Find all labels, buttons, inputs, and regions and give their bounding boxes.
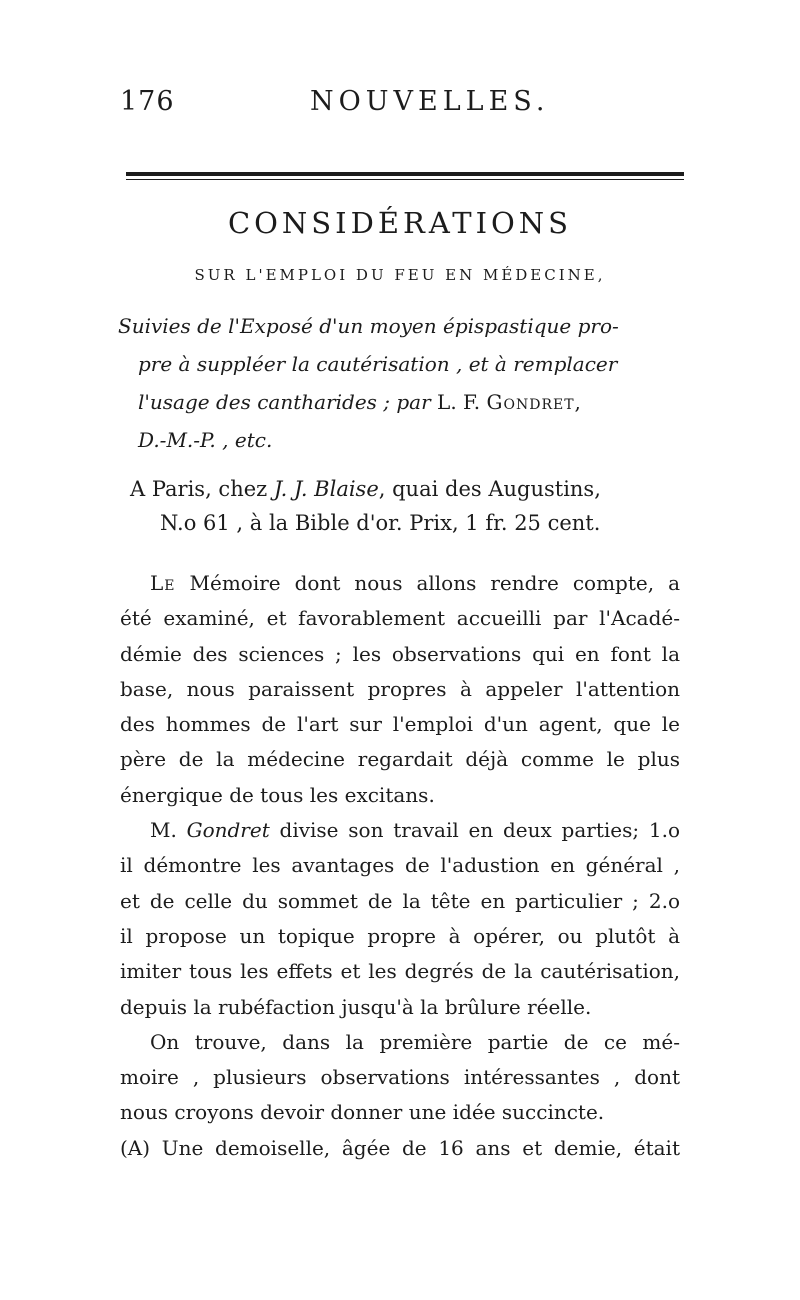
running-head [120, 86, 680, 130]
body-line: démie des sciences ; les observations qui en font la [120, 641, 680, 666]
author-initials: L. F. [437, 390, 487, 414]
header-rule-thick [126, 172, 684, 176]
page-number: 176 [120, 86, 175, 117]
body-line: et de celle du sommet de la tête en particulier ; 2.o [120, 888, 680, 913]
publisher-address: , quai des Augustins, [378, 477, 601, 501]
author-name-italic: Gondret [186, 818, 270, 843]
description-line: pre à suppléer la cautérisation , et à remplacer [138, 352, 618, 376]
publisher-text: A Paris, chez [130, 477, 274, 501]
body-line: il propose un topique propre à opérer, ou plutôt à [120, 923, 680, 948]
body-line: énergique de tous les excitans. [120, 782, 435, 807]
body-text [120, 566, 680, 1166]
body-line: moire , plusieurs observations intéressantes , dont [120, 1065, 680, 1090]
publisher-name: J. J. Blaise [273, 477, 379, 501]
article-title: CONSIDÉRATIONS [227, 206, 573, 240]
body-text-span: M. [150, 818, 187, 843]
body-line [120, 813, 680, 848]
description-text: l'usage des cantharides ; par [138, 390, 438, 414]
body-line: base, nous paraissent propres à appeler l'attention [120, 676, 680, 701]
header-rule-thin [126, 179, 684, 180]
opening-word: Le [150, 571, 176, 595]
body-line: été examiné, et favorablement accueilli par l'Acadé- [120, 606, 680, 631]
publisher-info [130, 472, 680, 540]
article-subtitle: SUR L'EMPLOI DU FEU EN MÉDECINE, [194, 266, 606, 284]
description-line [118, 383, 678, 421]
body-line: des hommes de l'art sur l'emploi d'un agent, que le [120, 712, 680, 737]
body-line: depuis la rubéfaction jusqu'à la brûlure réelle. [120, 994, 592, 1019]
body-line: imiter tous les effets et les degrés de la cautérisation, [120, 959, 680, 984]
body-line: père de la médecine regardait déjà comme le plus [120, 747, 680, 772]
body-line: nous croyons devoir donner une idée succincte. [120, 1100, 605, 1125]
body-line: On trouve, dans la première partie de ce mé- [150, 1029, 680, 1054]
body-line: (A) Une demoiselle, âgée de 16 ans et demie, était [120, 1135, 680, 1160]
running-title: NOUVELLES. [310, 86, 550, 117]
author-name: Gondret [486, 390, 575, 414]
description-line: Suivies de l'Exposé d'un moyen épispastique pro- [118, 314, 619, 338]
publisher-line [130, 472, 680, 506]
description-comma: , [574, 390, 581, 414]
body-text-span: Mémoire dont nous allons rendre compte, a [175, 571, 680, 595]
article-description [118, 307, 678, 459]
body-text-span: divise son travail en deux parties; 1.o [269, 818, 680, 843]
publisher-line: N.o 61 , à la Bible d'or. Prix, 1 fr. 25 cent. [160, 511, 601, 535]
description-line: D.-M.-P. , etc. [138, 428, 273, 452]
body-line [120, 566, 680, 601]
body-line: il démontre les avantages de l'adustion en général , [120, 853, 680, 878]
